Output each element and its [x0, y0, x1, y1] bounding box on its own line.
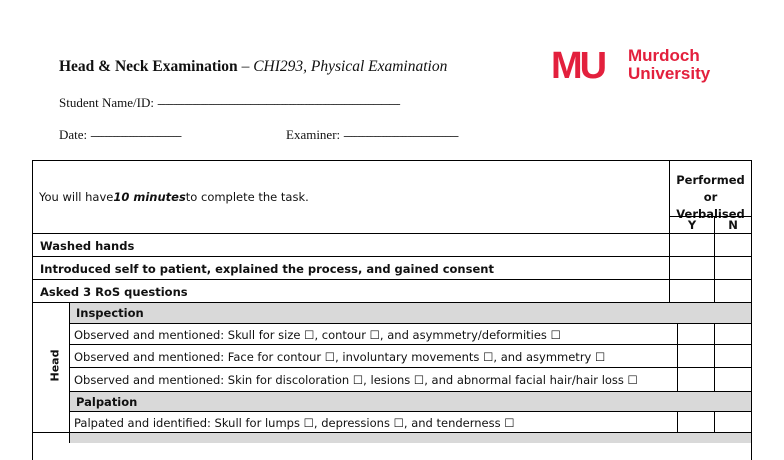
date-label: Date: — [59, 127, 88, 142]
checkbox-yes[interactable] — [678, 345, 714, 368]
palpation-heading: Palpation — [76, 395, 138, 409]
title-main: Head & Neck Examination — [59, 58, 238, 75]
next-section-heading — [70, 433, 751, 443]
checkbox-no[interactable] — [715, 257, 751, 280]
examiner-input-line[interactable]: ------------------------------------------- — [343, 130, 458, 142]
checkbox-no[interactable] — [715, 412, 751, 434]
inspection-face: Observed and mentioned: Face for contour ☐, involuntary movements ☐, and asymmetry ☐ — [74, 349, 606, 364]
checkbox-no[interactable] — [715, 280, 751, 303]
inspection-skin: Observed and mentioned: Skin for discoloration ☐, lesions ☐, and abnormal facial hair/hair loss ☐ — [74, 373, 638, 387]
performed-header: Performed or Verbalised — [676, 172, 745, 221]
col-yes: Y — [687, 217, 697, 232]
checkbox-yes[interactable] — [670, 234, 714, 257]
checkbox-yes[interactable] — [678, 324, 714, 345]
item-introduced-self: Introduced self to patient, explained the process, and gained consent — [40, 261, 494, 276]
col-no: N — [728, 217, 738, 232]
student-label: Student Name/ID: — [59, 95, 154, 110]
palpation-heading-row — [70, 391, 751, 412]
examiner-field — [286, 127, 458, 143]
examiner-label: Examiner: — [286, 127, 341, 142]
item-ros-questions: Asked 3 RoS questions — [40, 284, 188, 299]
head-section — [33, 302, 751, 433]
next-section-start — [33, 432, 751, 443]
table-row — [33, 233, 751, 257]
checkbox-yes[interactable] — [670, 257, 714, 280]
logo-wordmark — [628, 47, 710, 83]
table-row — [33, 279, 751, 303]
document-title — [59, 58, 447, 76]
title-separator: – — [237, 58, 254, 75]
logo-mark: MU — [551, 45, 605, 87]
logo-line-1: Murdoch — [628, 46, 700, 65]
student-input-line[interactable]: ------------------------------------------------------------------------------------------- — [157, 98, 400, 110]
table-row — [70, 367, 751, 392]
time-limit: 10 minutes — [113, 190, 186, 204]
intro-text: You will have 10 minutes to complete the task. — [39, 190, 309, 204]
checkbox-no[interactable] — [715, 345, 751, 368]
title-course: CHI293, Physical Examination — [253, 58, 448, 75]
date-input-line[interactable]: ---------------------------------- — [90, 130, 181, 142]
checkbox-yes[interactable] — [670, 280, 714, 303]
inspection-heading: Inspection — [76, 306, 144, 320]
date-field — [59, 127, 181, 143]
checkbox-yes[interactable] — [678, 412, 714, 434]
university-logo — [551, 47, 731, 87]
logo-line-2: University — [628, 64, 711, 83]
student-field — [59, 95, 400, 111]
inspection-skull: Observed and mentioned: Skull for size ☐, contour ☐, and asymmetry/deformities ☐ — [74, 327, 561, 342]
table-row — [33, 256, 751, 280]
table-row — [70, 323, 751, 345]
checkbox-yes[interactable] — [678, 368, 714, 392]
inspection-heading-row — [70, 303, 751, 323]
palpation-skull: Palpated and identified: Skull for lumps ☐, depressions ☐, and tenderness ☐ — [74, 416, 515, 430]
table-row — [70, 411, 751, 434]
checkbox-no[interactable] — [715, 324, 751, 345]
checkbox-no[interactable] — [715, 234, 751, 257]
checkbox-no[interactable] — [715, 368, 751, 392]
table-row — [70, 344, 751, 368]
section-label-head: Head — [48, 349, 62, 382]
assessment-table — [32, 160, 752, 460]
item-washed-hands: Washed hands — [40, 238, 135, 253]
yn-header-row — [33, 216, 751, 233]
